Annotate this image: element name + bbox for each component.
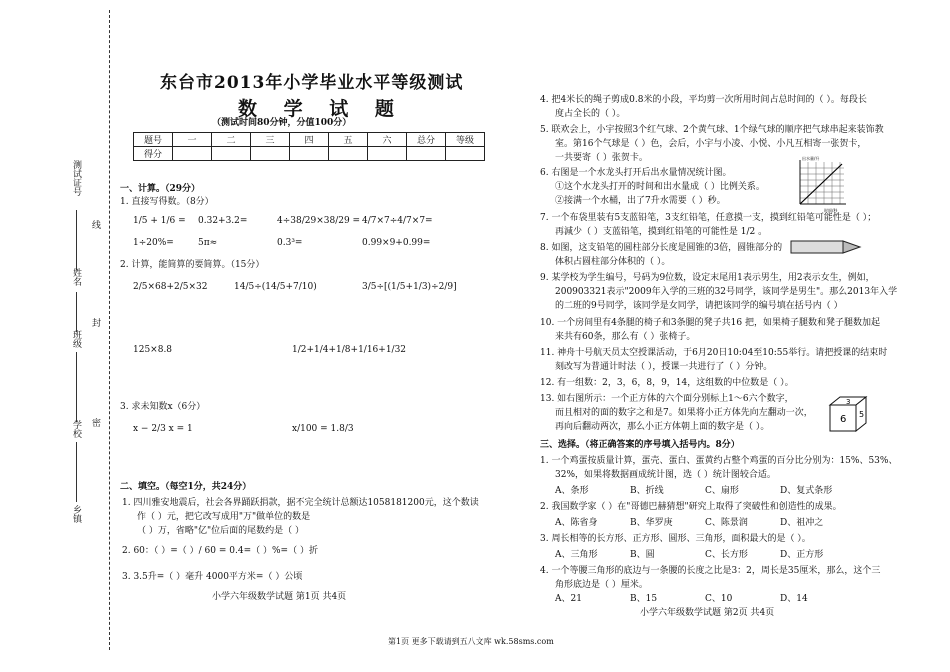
choice-option: C、扇形 (705, 486, 739, 496)
choice-option: C、10 (705, 594, 733, 604)
section-calculation: 一、计算。（29分） (120, 184, 201, 194)
fill-q6-b: ①这个水龙头打开的时间和出水量成（ ）比例关系。 (555, 182, 765, 192)
score-input-cell[interactable] (290, 147, 329, 161)
q1-item: 4/7×7÷4/7×7= (362, 216, 433, 226)
q2-item: 2/5×68+2/5×32 (133, 282, 208, 292)
q2-item: 14/5÷(14/5+7/10) (234, 282, 317, 292)
fill-q11-a: 11. 神舟十号航天员太空授课活动，于6月20日10:04至10:55举行。请把授课的结束时 (540, 348, 888, 358)
score-cell: 等级 (446, 133, 485, 147)
score-table-score-row (134, 147, 485, 161)
q1-item: 0.3³= (277, 238, 303, 248)
fill-q5-a: 5. 联欢会上，小宇按照3个红气球、2个黄气球、1个绿气球的顺序把气球串起来装饰教 (540, 125, 884, 135)
choice-option: B、15 (630, 594, 658, 604)
score-cell: 二 (212, 133, 251, 147)
binding-school-line (76, 442, 77, 502)
fill-q7-b: 再減少（ ）支蓝铅笔，摸到红铅笔的可能性是 1/2 。 (555, 227, 768, 237)
right-page-footer: 小学六年级数学试题 第2页 共4页 (640, 608, 775, 618)
graph-x-label: 时间/秒 (824, 208, 838, 213)
binding-seal-word: 封 (90, 318, 100, 327)
q1-item: 4÷38/29×38/29 = (277, 216, 361, 226)
pencil-cone (843, 241, 860, 253)
q3-heading: 3. 求未知数x（6分） (120, 402, 206, 412)
exam-title: 东台市2013年小学毕业水平等级测试 (160, 73, 464, 93)
fill-q6-a: 6. 右图是一个水龙头打开后出水量情况统计图。 (540, 168, 732, 178)
cube-right-number: 5 (859, 410, 865, 419)
cube-front-number: 6 (840, 414, 847, 425)
fill-q13-b: 而且相对的面的数字之和是7。如果将小正方体先向左翻动一次， (555, 408, 813, 418)
fill-q5-b: 室。第16个气球是（ ）色，会后，小宇与小凌、小悦、小凡互相寄一张贺卡， (555, 139, 867, 149)
fill-q9-c: 的二班的9号同学，该同学是女同学，请把该同学的编号填在括号内（ ） (555, 301, 843, 311)
choice-q2: 2. 我国数学家（ ）在"哥德巴赫猜想"研究上取得了突破性和创造性的成果。 (540, 502, 842, 512)
score-input-cell[interactable] (329, 147, 368, 161)
score-cell: 三 (251, 133, 290, 147)
choice-q1-b: 32%，如果将数据画成统计图，选（ ）统计图较合适。 (555, 470, 776, 480)
score-input-cell[interactable] (212, 147, 251, 161)
graph-y-label: 出水量/升 (802, 156, 820, 161)
fill-q8-a: 8. 如图，这支铅笔的圆柱部分长度是圆锥的3倍，圆锥部分的 (540, 243, 783, 253)
score-table (133, 132, 485, 161)
binding-class: 班级 (71, 330, 81, 348)
choice-option: C、长方形 (705, 550, 748, 560)
score-input-cell[interactable] (173, 147, 212, 161)
score-row-label: 得分 (134, 147, 173, 161)
fill-q4-b: 度占全长的（ ）。 (555, 109, 626, 119)
choice-q3: 3. 周长相等的长方形、正方形、圆形、三角形，面积最大的是（ ）。 (540, 534, 811, 544)
score-cell: 四 (290, 133, 329, 147)
fill-q2: 2. 60：（ ）=（ ）/ 60 = 0.4=（ ）%=（ ）折 (122, 546, 318, 556)
binding-exam-no-line (76, 210, 77, 270)
section-choice: 三、选择。（将正确答案的序号填入括号内。8分） (540, 440, 740, 450)
binding-township: 乡镇 (71, 505, 81, 523)
q3-item: x − 2/3 x = 1 (133, 424, 193, 434)
binding-name-line (76, 292, 77, 332)
choice-option: B、华罗庚 (630, 518, 673, 528)
choice-option: A、条形 (555, 486, 589, 496)
score-table-header-row (134, 133, 485, 147)
choice-option: D、正方形 (780, 550, 824, 560)
fill-q9-b: 200903321表示"2009年入学的三班的32号同学，该同学是男生"。那么2013年入学 (555, 287, 898, 297)
score-input-cell[interactable] (368, 147, 407, 161)
cut-line-dashed (109, 10, 110, 650)
choice-option: D、复式条形 (780, 486, 833, 496)
score-input-cell[interactable] (446, 147, 485, 161)
choice-option: D、祖冲之 (780, 518, 824, 528)
fill-q1-line-b: 作（ ）元，把它改写成用"万"做单位的数是 (137, 512, 311, 522)
fill-q10-a: 10. 一个房间里有4条腿的椅子和3条腿的凳子共16 把，如果椅子腿数和凳子腿数加起 (540, 318, 880, 328)
score-input-cell[interactable] (407, 147, 446, 161)
score-cell: 总分 (407, 133, 446, 147)
binding-class-line (76, 352, 77, 422)
choice-option: C、陈景润 (705, 518, 748, 528)
score-cell: 五 (329, 133, 368, 147)
fill-q11-b: 刻改写为普通计时法（ ），授课一共进行了（ ）分钟。 (555, 362, 773, 372)
choice-option: A、21 (555, 594, 582, 604)
fill-q13-a: 13. 如右图所示：一个正方体的六个面分别标上1～6六个数字， (540, 394, 794, 404)
q2-item: 1/2+1/4+1/8+1/16+1/32 (292, 345, 407, 355)
subject-title: 数 学 试 题 (238, 98, 404, 120)
left-page-footer: 小学六年级数学试题 第1页 共4页 (212, 592, 347, 602)
section-fill-blank: 二、填空。（每空1分，共24分） (120, 482, 252, 492)
q1-heading: 1. 直接写得数。（8分） (120, 197, 214, 207)
fill-q6-c: ②接满一个水桶，出了7升水需要（ ）秒。 (555, 196, 726, 206)
fill-q12: 12. 有一组数：2，3，6，8，9，14，这组数的中位数是（ ）。 (540, 378, 794, 388)
water-flow-graph (790, 156, 850, 214)
choice-option: A、三角形 (555, 550, 598, 560)
fill-q13-c: 再向后翻动两次，那么小正方体朝上面的数字是（ ）。 (555, 422, 770, 432)
exam-info: （测试时间80分钟，分值100分） (212, 118, 352, 128)
dice-cube-figure (826, 395, 870, 435)
pencil-cylinder (791, 241, 843, 253)
q3-item: x/100 = 1.8/3 (292, 424, 354, 434)
fill-q3: 3. 3.5升=（ ）毫升 4000平方米=（ ）公顷 (122, 572, 303, 582)
q1-item: 0.32+3.2= (198, 216, 248, 226)
binding-name: 姓名 (71, 268, 81, 286)
score-cell: 六 (368, 133, 407, 147)
fill-q8-b: 体积占圆柱部分体积的（ ）。 (555, 257, 671, 267)
choice-q4-b: 角形底边是（ ）厘米。 (555, 580, 648, 590)
score-cell: 一 (173, 133, 212, 147)
choice-option: B、折线 (630, 486, 664, 496)
binding-school: 学校 (71, 420, 81, 438)
q2-item: 125×8.8 (133, 345, 173, 355)
fill-q9-a: 9. 某学校为学生编号，号码为9位数，设定末尾用1表示男生，用2表示女生，例如， (540, 273, 875, 283)
score-cell: 题号 (134, 133, 173, 147)
fill-q7-a: 7. 一个布袋里装有5支蓝铅笔，3支红铅笔，任意摸一支，摸到红铅笔可能性是（ ）； (540, 213, 877, 223)
bottom-download-footer: 第1页 更多下载请到五八文库 wk.58sms.com (388, 637, 554, 646)
fill-q1-line-c: （ ）万，省略"亿"位后面的尾数约是（ ） (137, 526, 305, 536)
q1-item: 0.99×9+0.99= (362, 238, 431, 248)
choice-q4-a: 4. 一个等腰三角形的底边与一条腰的长度之比是3：2，周长是35厘米，那么，这个三 (540, 566, 881, 576)
fill-q5-c: 一共要寄（ ）张贺卡。 (555, 153, 648, 163)
q1-item: 1/5 + 1/6 = (133, 216, 186, 226)
q1-item: 1÷20%= (133, 238, 174, 248)
fill-q4-a: 4. 把4米长的绳子剪成0.8米的小段，平均剪一次所用时间占总时间的（ ）。每段长 (540, 95, 867, 105)
q2-heading: 2. 计算，能简算的要简算。（15分） (120, 260, 265, 270)
score-input-cell[interactable] (251, 147, 290, 161)
choice-q1-a: 1. 一个鸡蛋按质量计算，蛋壳、蛋白、蛋黄约占整个鸡蛋的百分比分别为：15%、53%、 (540, 456, 898, 466)
fill-q10-b: 来共有60条，那么有（ ）张椅子。 (555, 332, 696, 342)
fill-q1-line-a: 1. 四川雅安地震后，社会各界踊跃捐款，据不完全统计总额达1058181200元，这个数读 (122, 498, 479, 508)
q1-item: 5π≈ (198, 238, 218, 248)
q2-item: 3/5÷[(1/5+1/3)÷2/9] (362, 282, 457, 292)
cube-top-number: 3 (846, 398, 851, 406)
binding-line-word: 线 (90, 220, 100, 229)
binding-dense-word: 密 (90, 418, 100, 427)
pencil-figure (790, 238, 862, 256)
choice-option: A、陈省身 (555, 518, 598, 528)
binding-exam-no: 测试证号 (71, 160, 81, 196)
choice-option: D、14 (780, 594, 808, 604)
choice-option: B、圆 (630, 550, 655, 560)
